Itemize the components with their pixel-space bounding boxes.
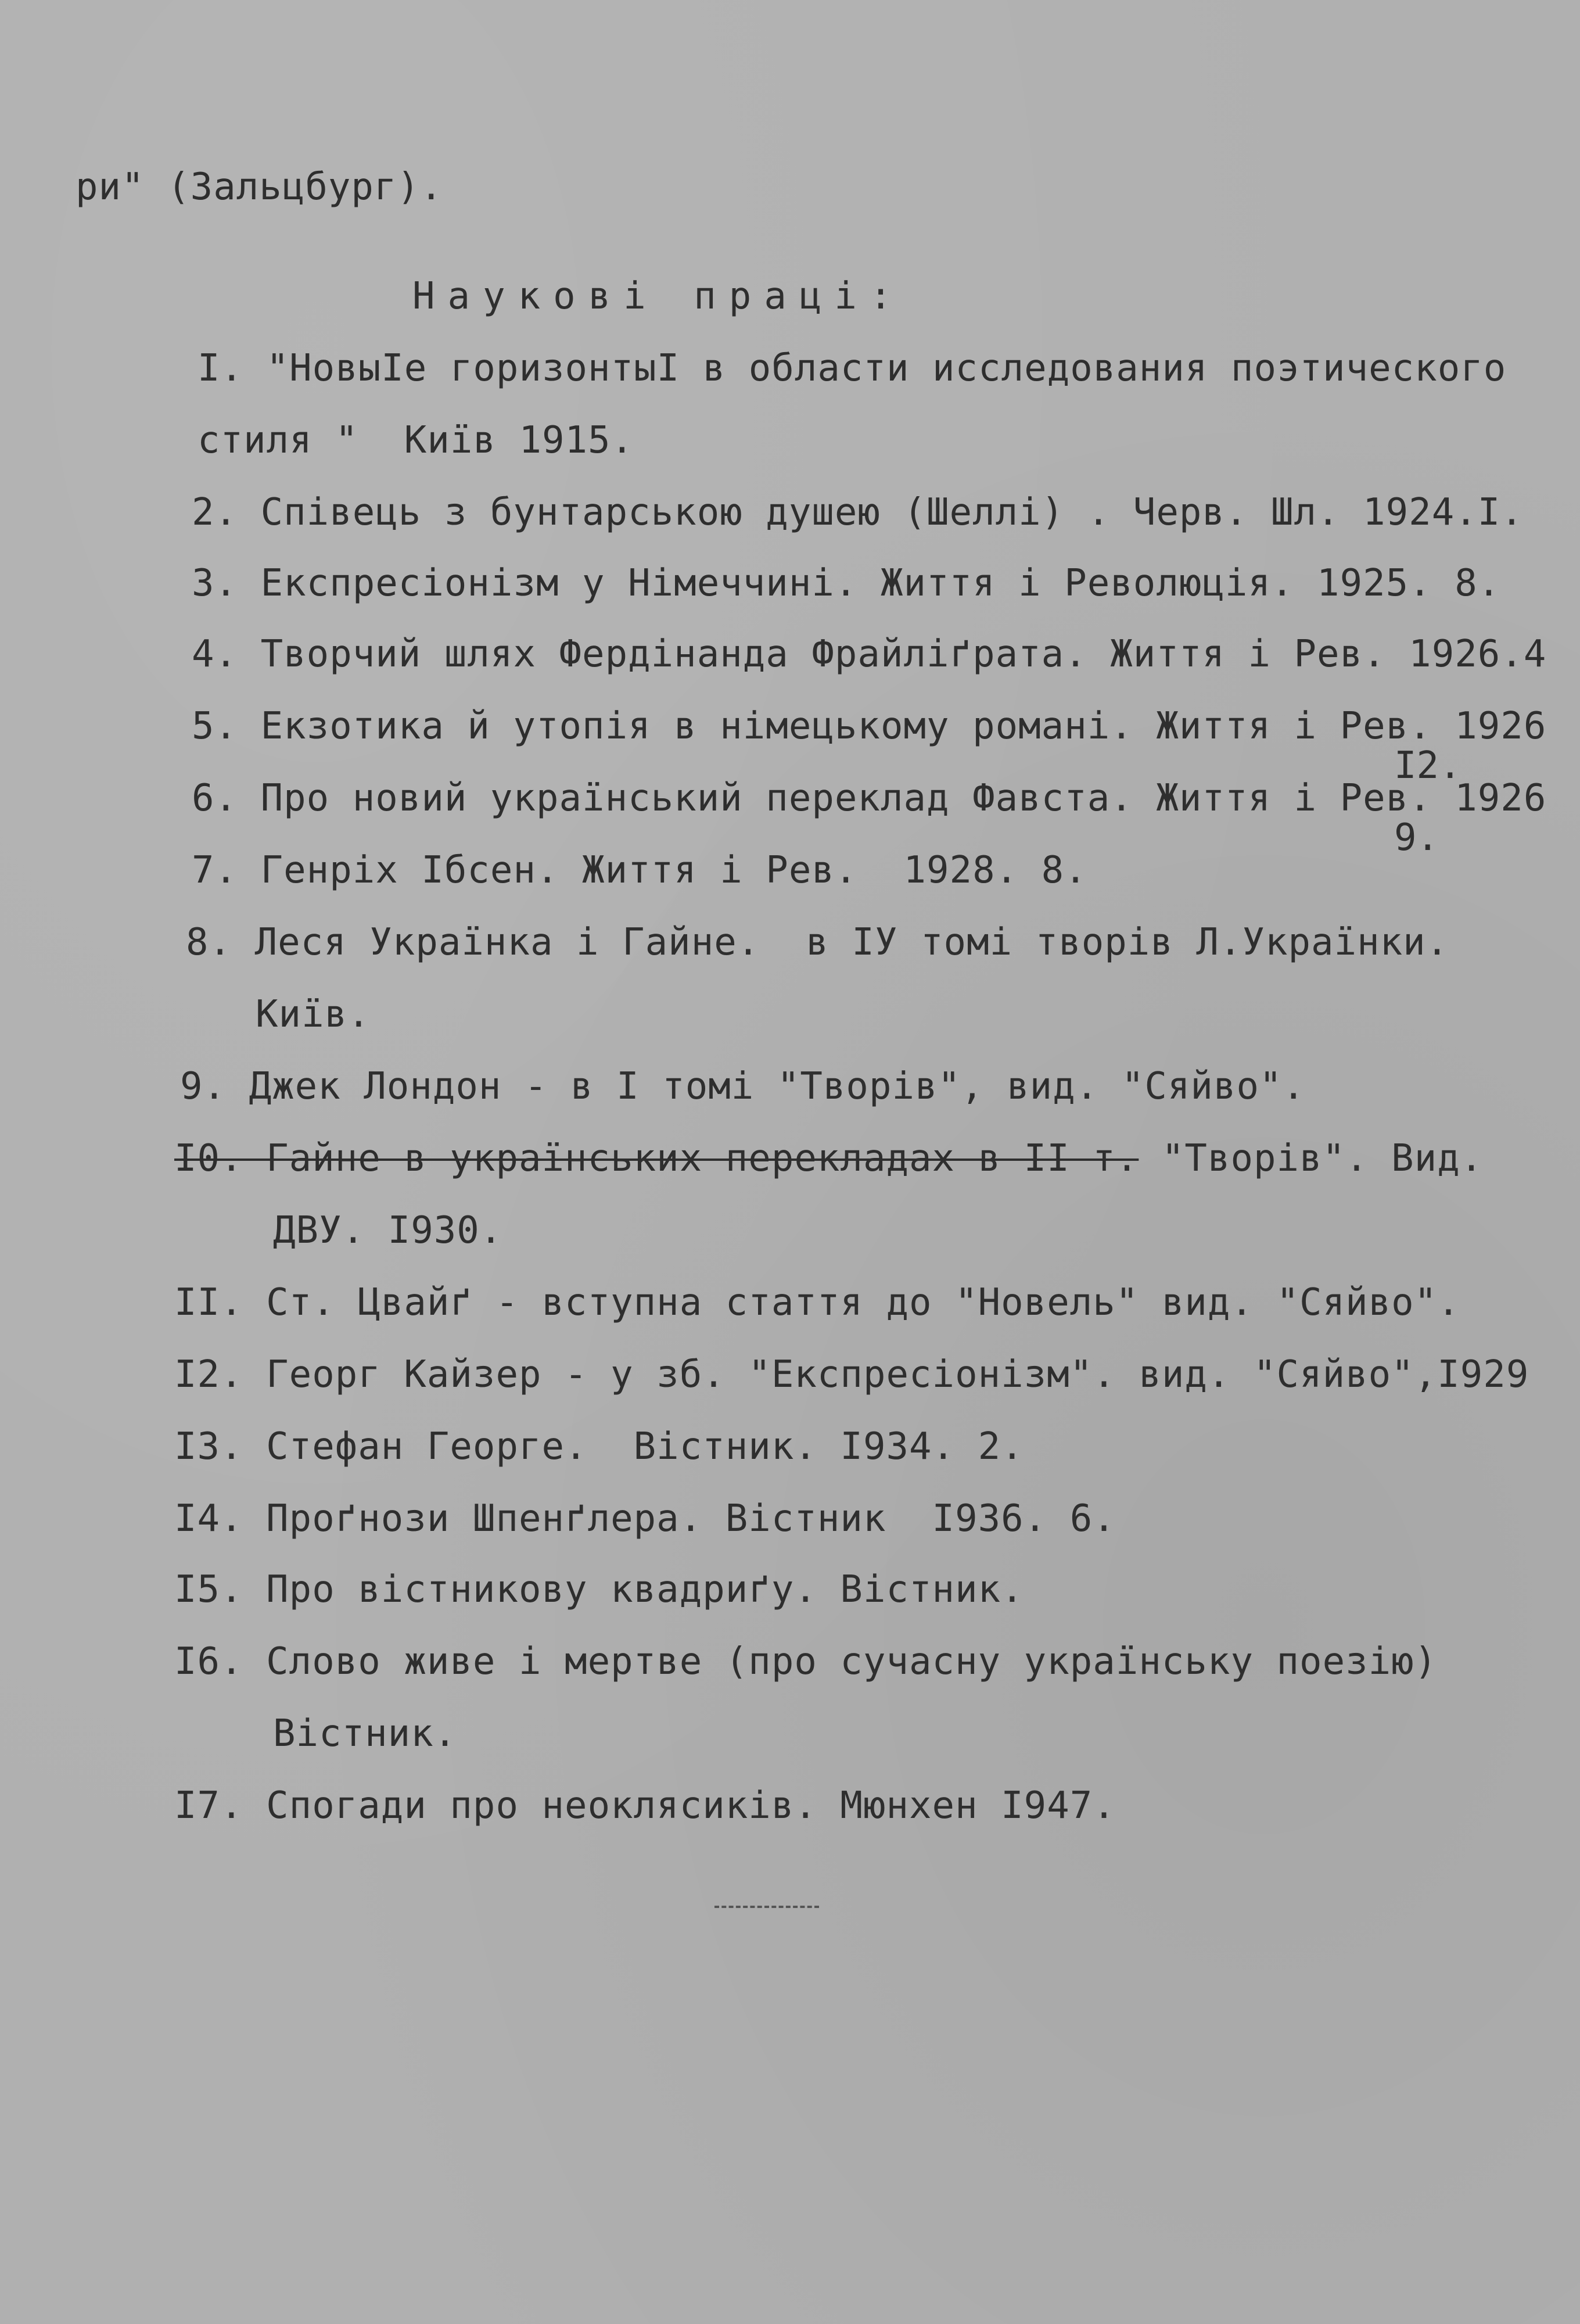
list-item-issue: І2. xyxy=(1394,744,1462,787)
top-fragment: ри" (Зальцбург). xyxy=(76,166,443,209)
list-item-line: ДВУ. І930. xyxy=(273,1209,503,1252)
list-item-line: 5. Екзотика й утопія в німецькому романі. Життя і Рев. 1926 xyxy=(192,705,1547,748)
unstruck-text: "Творів". Вид. xyxy=(1139,1137,1484,1180)
struck-text: І0. Гайне в українських перекладах в ІІ т. xyxy=(174,1137,1139,1180)
list-item-line: Вістник. xyxy=(273,1712,457,1755)
list-item-line: ІІ. Ст. Цвайґ - вступна стаття до "Новель" вид. "Сяйво". xyxy=(174,1281,1460,1324)
list-item-line: 4. Творчий шлях Фердінанда Фрайліґрата. Життя і Рев. 1926.4 xyxy=(192,633,1547,676)
list-item-line: 2. Співець з бунтарською душею (Шеллі) . Черв. Шл. 1924.І. xyxy=(192,491,1524,534)
closing-dash-divider xyxy=(714,1906,819,1908)
list-item-line: Київ. xyxy=(256,993,371,1036)
list-item-line: І5. Про вістникову квадриґу. Вістник. xyxy=(174,1568,1024,1611)
list-item-line: І7. Спогади про неоклясиків. Мюнхен І947. xyxy=(174,1784,1116,1827)
list-item-line: І2. Георг Кайзер - у зб. "Експресіонізм". вид. "Сяйво",І929 xyxy=(174,1353,1529,1396)
list-item-line: 6. Про новий український переклад Фавста. Життя і Рев. 1926 xyxy=(192,777,1547,820)
section-title: Наукові праці: xyxy=(412,275,905,318)
list-item-line: І4. Проґнози Шпенґлера. Вістник І936. 6. xyxy=(174,1497,1116,1540)
list-item-line: 8. Леся Українка і Гайне. в ІУ томі творів Л.Українки. xyxy=(186,921,1449,964)
list-item-line: 7. Генріх Ібсен. Життя і Рев. 1928. 8. xyxy=(192,849,1087,892)
list-item-line: 9. Джек Лондон - в І томі "Творів", вид. "Сяйво". xyxy=(180,1065,1306,1108)
list-item-line: І6. Слово живе і мертве (про сучасну українську поезію) xyxy=(174,1640,1438,1683)
list-item-line: стиля " Київ 1915. xyxy=(198,419,634,462)
list-item-line xyxy=(174,1137,1484,1180)
list-item-line: 3. Експресіонізм у Німеччині. Життя і Революція. 1925. 8. xyxy=(192,562,1501,605)
list-item-issue: 9. xyxy=(1394,816,1439,859)
list-item-line: І. "НовыІе горизонтыІ в области исследования поэтического xyxy=(198,347,1507,390)
list-item-line: І3. Стефан Георге. Вістник. І934. 2. xyxy=(174,1425,1024,1468)
